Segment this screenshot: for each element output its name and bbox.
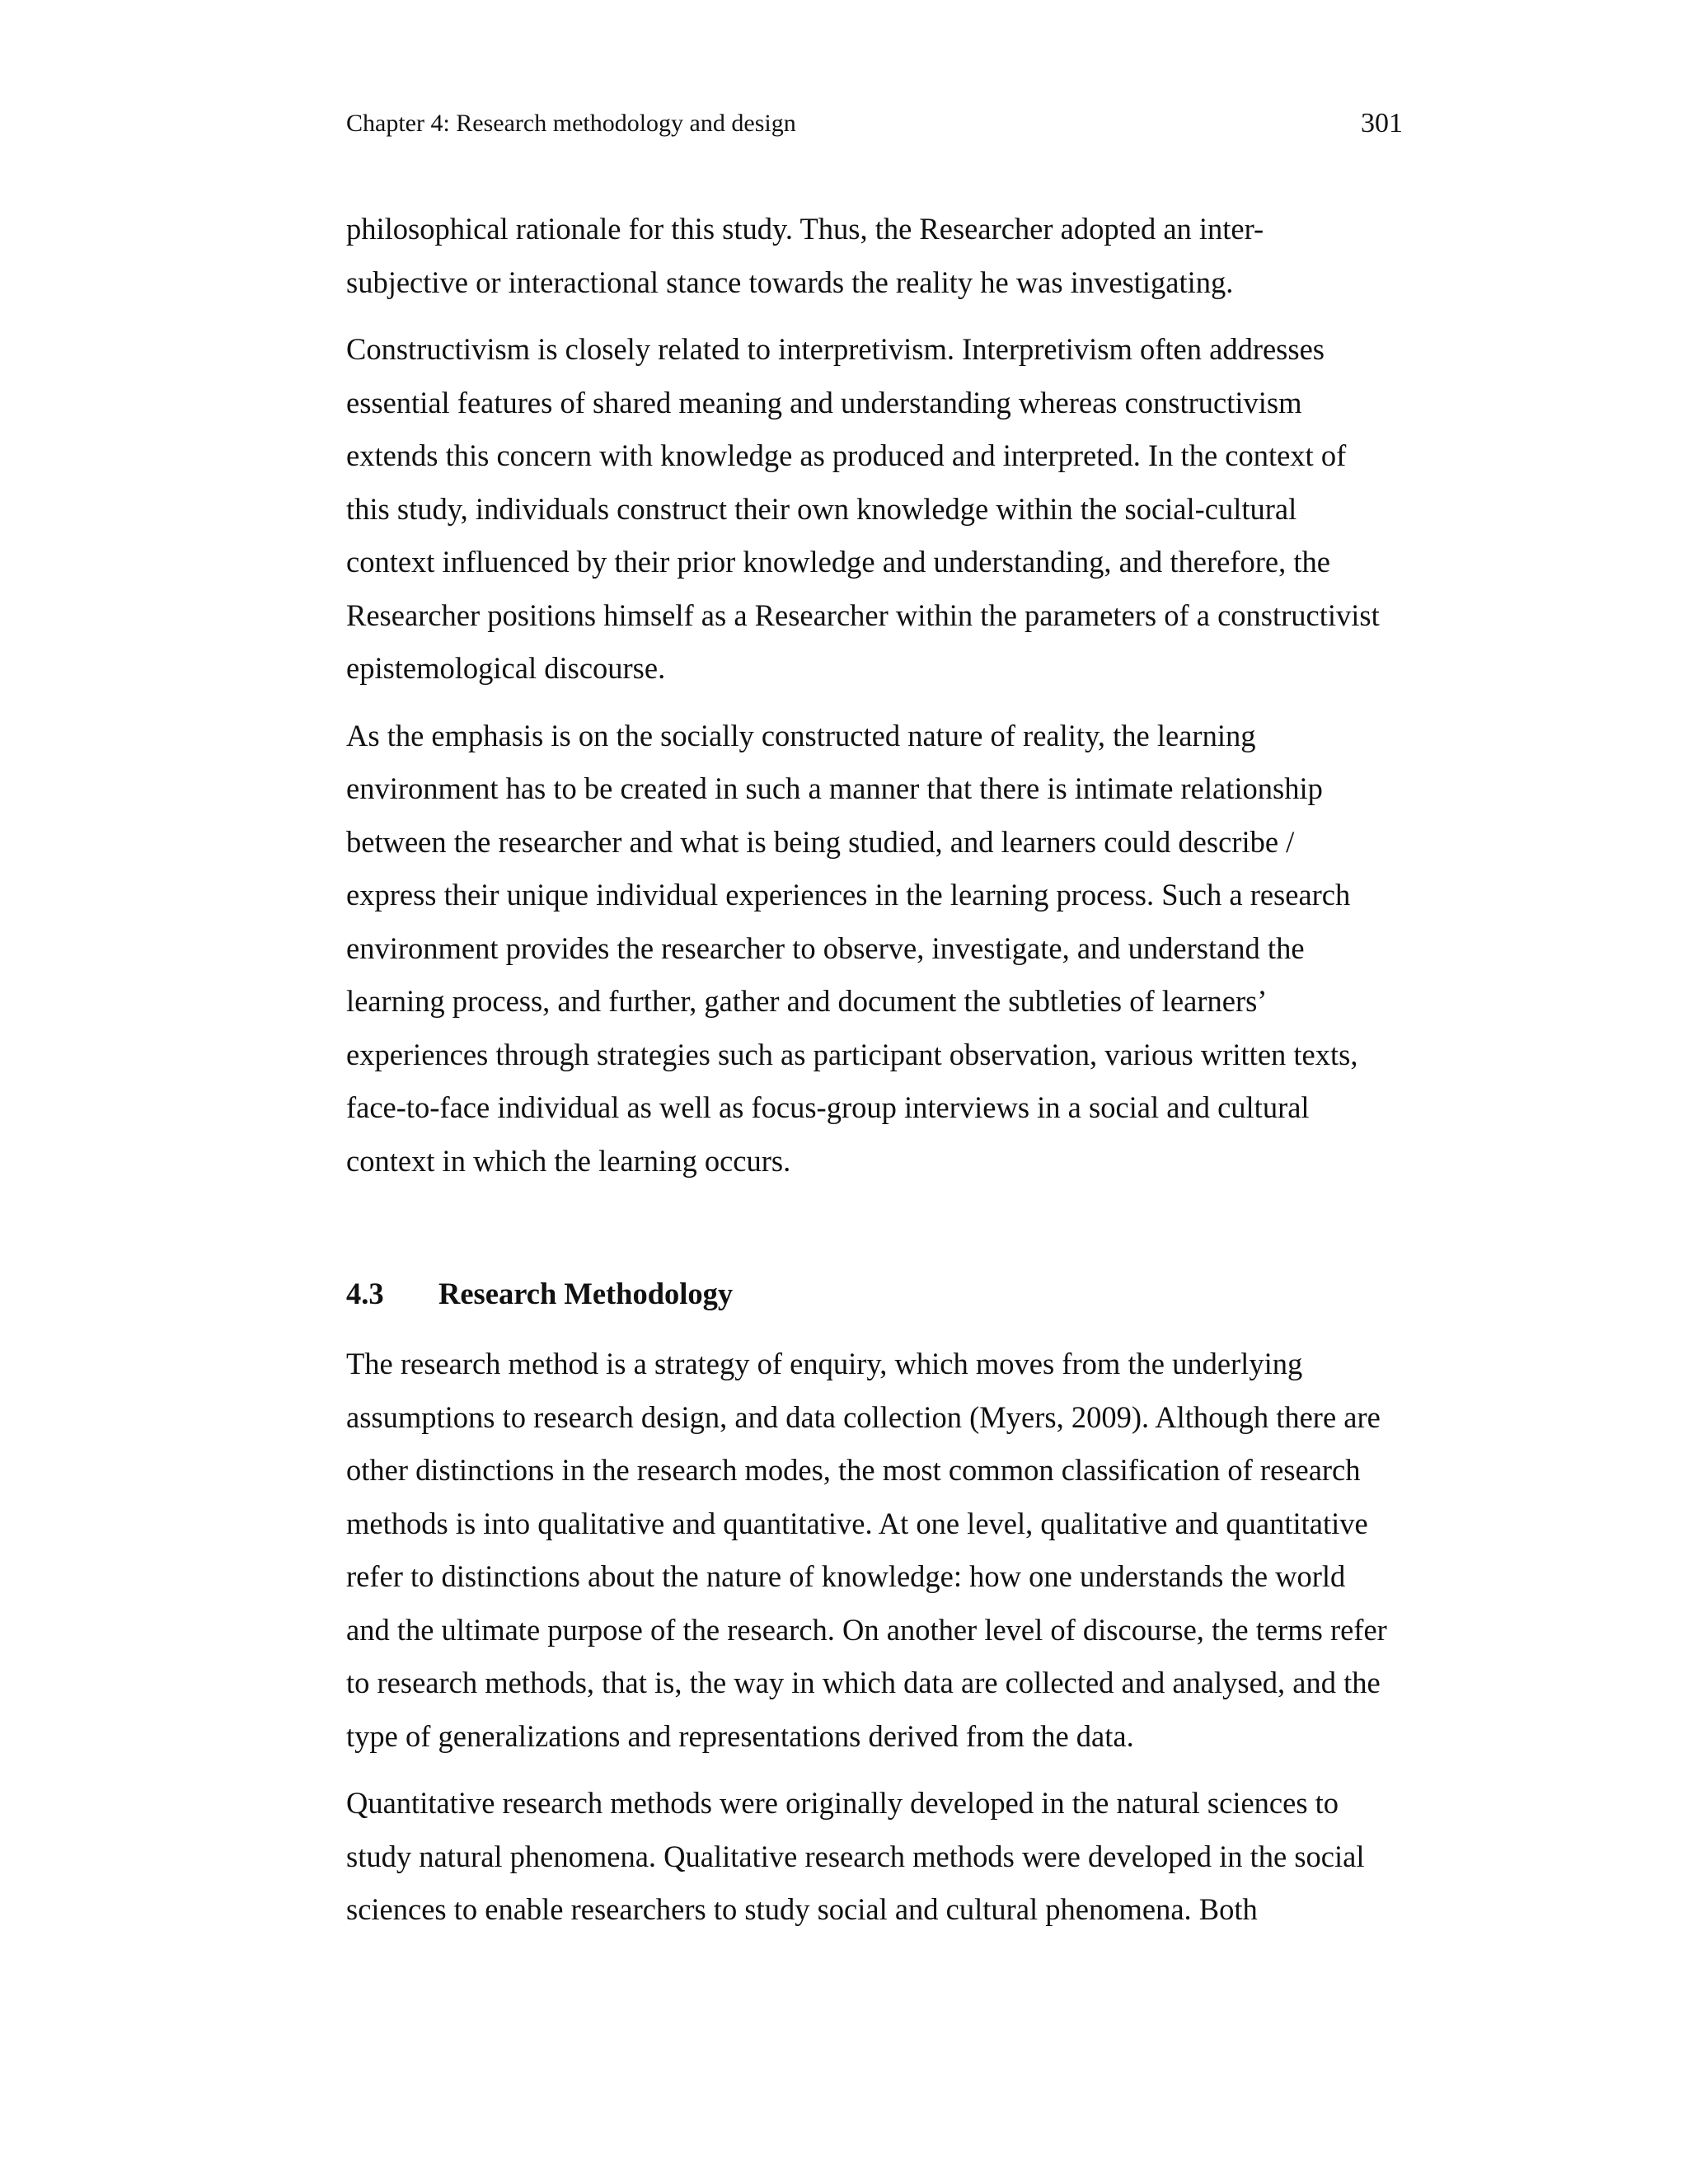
text-line: face-to-face individual as well as focus-group interviews in a social and cultural — [346, 1090, 1310, 1124]
text-line: context in which the learning occurs. — [346, 1143, 791, 1178]
text-line: to research methods, that is, the way in which data are collected and analysed, and the — [346, 1666, 1381, 1699]
text-line: Constructivism is closely related to interpretivism. Interpretivism often addresses — [346, 332, 1325, 366]
body-text-after-section — [346, 1338, 1409, 1937]
text-line: Researcher positions himself as a Researcher within the parameters of a constructivist — [346, 598, 1380, 632]
text-line: refer to distinctions about the nature of knowledge: how one understands the world — [346, 1559, 1346, 1593]
paragraph — [346, 323, 1409, 696]
page-number: 301 — [1361, 108, 1403, 138]
text-line: sciences to enable researchers to study social and cultural phenomena. Both — [346, 1892, 1258, 1926]
text-line: context influenced by their prior knowledge and understanding, and therefore, the — [346, 545, 1330, 579]
text-line: epistemological discourse. — [346, 651, 666, 685]
text-line: express their unique individual experiences in the learning process. Such a research — [346, 878, 1351, 912]
running-header — [346, 107, 1403, 140]
text-line: experiences through strategies such as participant observation, various written texts, — [346, 1037, 1358, 1071]
text-line: environment has to be created in such a manner that there is intimate relationship — [346, 771, 1323, 805]
text-line: essential features of shared meaning and understanding whereas constructivism — [346, 385, 1302, 419]
text-line: assumptions to research design, and data collection (Myers, 2009). Although there are — [346, 1399, 1381, 1434]
paragraph — [346, 203, 1409, 309]
text-line: Quantitative research methods were originally developed in the natural sciences to — [346, 1786, 1339, 1820]
paragraph — [346, 710, 1409, 1188]
section-heading — [346, 1268, 733, 1320]
text-line: type of generalizations and representations derived from the data. — [346, 1718, 1134, 1753]
section-number: 4.3 — [346, 1277, 384, 1310]
text-line: learning process, and further, gather and document the subtleties of learners’ — [346, 984, 1268, 1018]
body-text-before-section — [346, 203, 1409, 1188]
text-line: this study, individuals construct their own knowledge within the social-cultural — [346, 491, 1297, 526]
section-title: Research Methodology — [438, 1277, 734, 1310]
text-line: The research method is a strategy of enquiry, which moves from the underlying — [346, 1347, 1303, 1380]
text-line: between the researcher and what is being studied, and learners could describe / — [346, 824, 1295, 859]
paragraph — [346, 1777, 1409, 1937]
text-line: and the ultimate purpose of the research. On another level of discourse, the terms refer — [346, 1612, 1387, 1647]
text-line: environment provides the researcher to observe, investigate, and understand the — [346, 930, 1305, 965]
text-line: extends this concern with knowledge as produced and interpreted. In the context of — [346, 438, 1347, 472]
text-line: As the emphasis is on the socially constructed nature of reality, the learning — [346, 718, 1256, 752]
text-line: study natural phenomena. Qualitative research methods were developed in the social — [346, 1839, 1365, 1873]
text-line: subjective or interactional stance towards the reality he was investigating. — [346, 265, 1234, 299]
chapter-title: Chapter 4: Research methodology and design — [346, 110, 796, 137]
text-line: philosophical rationale for this study. Thus, the Researcher adopted an inter- — [346, 212, 1264, 246]
paragraph — [346, 1338, 1409, 1763]
text-line: methods is into qualitative and quantitative. At one level, qualitative and quantitative — [346, 1506, 1368, 1540]
text-line: other distinctions in the research modes, the most common classification of research — [346, 1453, 1361, 1487]
